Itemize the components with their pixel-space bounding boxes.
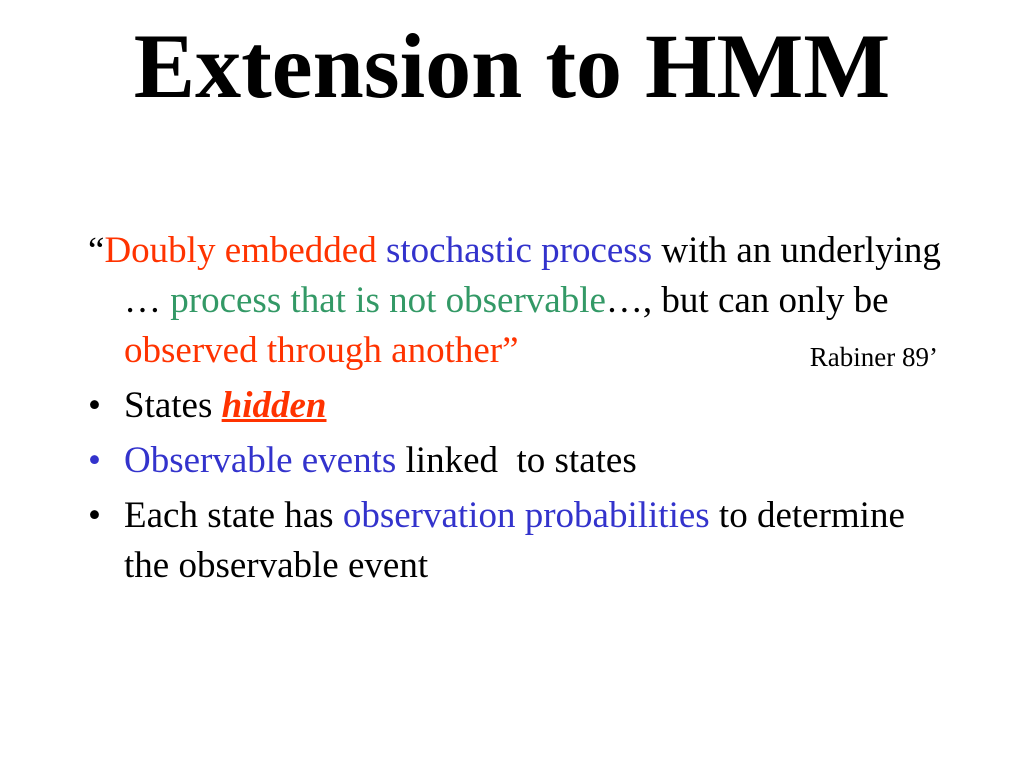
bullet-each-state-text: Each state has [124,495,334,536]
slide-title: Extension to HMM [133,15,891,117]
quote-observed-through: observed through another” [124,330,519,371]
bullet-determine-text: to determine the observable event [124,495,905,586]
quote-stochastic-process: stochastic process [385,230,653,271]
quote-not-observable: process that is not observable [170,280,606,321]
quote-attribution: Rabiner 89’ [809,342,938,372]
bullet-list [88,381,948,591]
bullet-dot: • [88,385,101,426]
bullet-observation-probabilities: observation probabilities [342,495,710,536]
bullet-hidden-emphasis: hidden [221,385,327,426]
bullet-observable-events-lead: Observable events [124,440,397,481]
rabiner-quote [88,226,948,376]
bullet-dot: • [88,495,101,536]
bullet-states-text: States [124,385,213,426]
bullet-item-states-hidden [88,381,948,431]
bullet-item-observable-events [88,436,948,486]
quote-open-mark: “ [88,230,105,271]
bullet-item-observation-probabilities [88,491,948,591]
bullet-dot: • [88,440,101,481]
quote-underlying: with an underlying … [124,230,941,321]
quote-only-be: …, but can only be [605,280,889,321]
bullet-observable-events-rest: linked to states [405,440,637,481]
slide-body [88,226,948,596]
quote-doubly-embedded: Doubly embedded [104,230,377,271]
